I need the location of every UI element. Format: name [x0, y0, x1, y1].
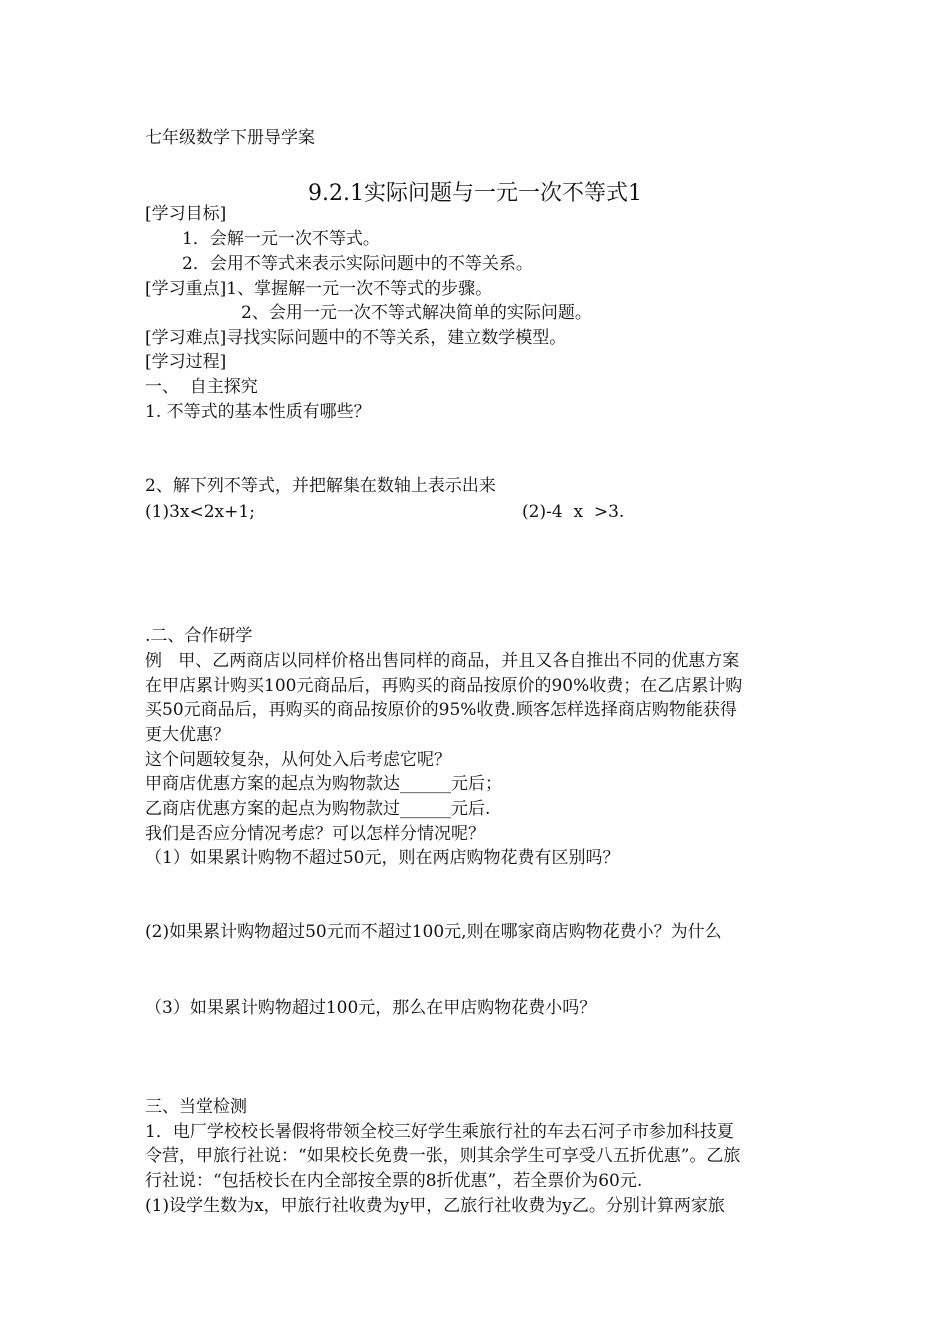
- section-goals-heading: [学习目标]: [145, 204, 227, 224]
- part-1-heading: 一、 自主探究: [145, 377, 258, 397]
- doc-title: 9.2.1实际问题与一元一次不等式1: [308, 181, 642, 206]
- exercise-line-4: (1)设学生数为x，甲旅行社收费为y甲，乙旅行社收费为y乙。分别计算两家旅: [145, 1196, 725, 1216]
- key-point-1: [学习重点]1、掌握解一元一次不等式的步骤。: [145, 279, 493, 299]
- exercise-line-2: 令营，甲旅行社说：“如果校长免费一张，则其余学生可享受八五折优惠”。乙旅: [145, 1146, 741, 1166]
- goal-1: 1．会解一元一次不等式。: [182, 229, 380, 249]
- fill-blank-store-b: 乙商店优惠方案的起点为购物款过______元后.: [145, 799, 491, 819]
- example-line-3: 买50元商品后，再购买的商品按原价的95%收费.顾客怎样选择商店购物能获得: [145, 700, 737, 720]
- question-1: 1. 不等式的基本性质有哪些？: [145, 402, 371, 422]
- case-2: (2)如果累计购物超过50元而不超过100元,则在哪家商店购物花费小？为什么: [145, 922, 722, 942]
- doc-header: 七年级数学下册导学案: [145, 128, 315, 148]
- prompt-start: 这个问题较复杂，从何处入后考虑它呢？: [145, 750, 451, 770]
- key-point-2: 2、会用一元一次不等式解决简单的实际问题。: [241, 303, 592, 323]
- part-2-heading: .二、合作研学: [145, 626, 253, 646]
- exercise-line-3: 行社说：“包括校长在内全部按全票的8折优惠”，若全票价为60元.: [145, 1171, 643, 1191]
- goal-2: 2．会用不等式来表示实际问题中的不等关系。: [182, 254, 533, 274]
- difficulty: [学习难点]寻找实际问题中的不等关系，建立数学模型。: [145, 328, 567, 348]
- example-line-2: 在甲店累计购买100元商品后，再购买的商品按原价的90%收费；在乙店累计购: [145, 676, 743, 696]
- prompt-cases: 我们是否应分情况考虑？可以怎样分情况呢？: [145, 824, 485, 844]
- example-line-4: 更大优惠？: [145, 725, 230, 745]
- question-2: 2、解下列不等式，并把解集在数轴上表示出来: [145, 476, 496, 496]
- section-process-heading: [学习过程]: [145, 352, 227, 372]
- case-1: （1）如果累计购物不超过50元，则在两店购物花费有区别吗？: [145, 848, 620, 868]
- case-3: （3）如果累计购物超过100元，那么在甲店购物花费小吗？: [145, 998, 597, 1018]
- example-line-1: 例 甲、乙两商店以同样价格出售同样的商品，并且又各自推出不同的优惠方案: [145, 651, 740, 671]
- fill-blank-store-a: 甲商店优惠方案的起点为购物款达______元后；: [145, 774, 502, 794]
- inequality-1: (1)3x<2x+1;: [145, 502, 255, 522]
- inequality-2: (2)-4 x >3.: [522, 502, 625, 522]
- exercise-line-1: 1．电厂学校校长暑假将带领全校三好学生乘旅行社的车去石河子市参加科技夏: [145, 1122, 734, 1142]
- part-3-heading: 三、当堂检测: [145, 1097, 247, 1117]
